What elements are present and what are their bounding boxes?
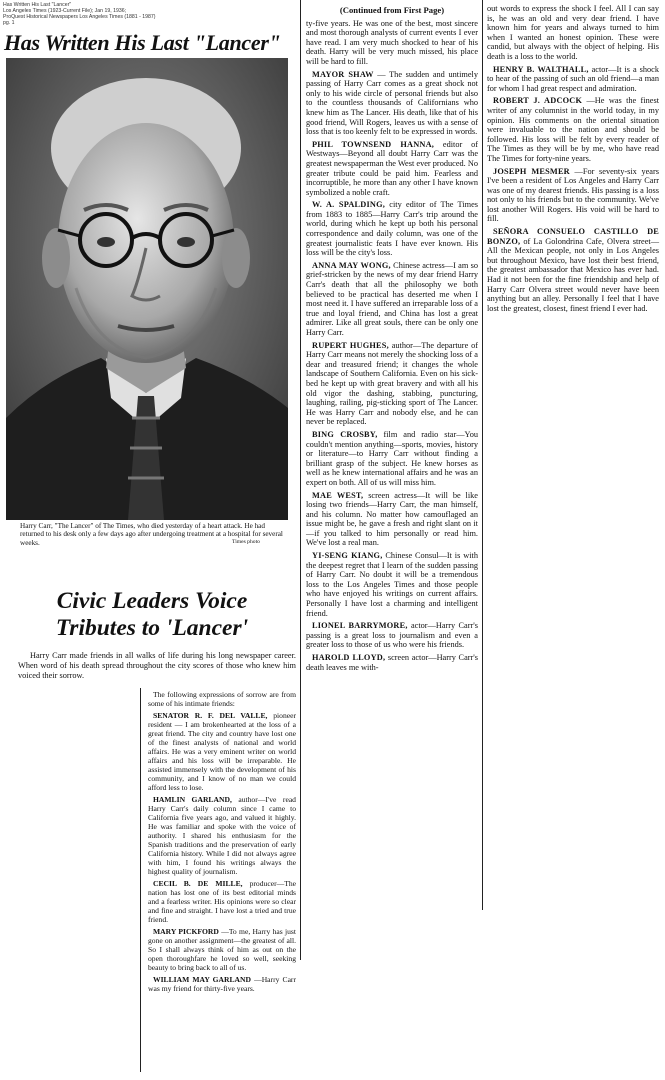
tribute-entry [306,621,478,650]
tribute-text: producer—The nation has lost one of its best editorial minds and a fearless writer. His opinions were so clear and fine and straight. I have lost a tried and true friend. [148,879,296,924]
photo-credit: Times photo [232,539,260,545]
tribute-entry [306,261,478,338]
middle-tribute-column [306,6,478,675]
tribute-text: —Harry Carr was my friend for thirty-five years. [148,975,296,993]
tribute-entry [306,491,478,549]
tribute-text: author—I've read Harry Carr's daily column since I came to California five years ago, and valued it highly. He was familiar and spoke with the voice of authority. I shared his enthusiasm for the Spanish traditions and the preservation of early California history. While I did not always agree with him, I found his writings always the highest quality of journalism. [148,795,296,876]
citation-block [3,2,156,26]
portrait-photo [6,58,288,520]
portrait-illustration [6,58,288,520]
tribute-entry [148,975,296,993]
tributes-headline-line-2: Tributes to 'Lancer' [55,615,249,641]
tribute-entry [148,927,296,972]
tribute-entry [306,551,478,618]
right-column-lead: out words to express the shock I feel. All I can say is, he was an old and very dear friend. I have known him for years and always turned to him when I wanted an honest opinion. These were candid, but always with the object of helping. His death is a loss to the world. [487,4,659,61]
tribute-entry [306,341,478,427]
tribute-name: PHIL TOWNSEND HANNA, [312,139,435,149]
column-rule-right [482,0,483,910]
photo-caption: Harry Carr, "The Lancer" of The Times, who died yesterday of a heart attack. He had returned to his desk only a few days ago after undergoing treatment at a hospital for several weeks. [20,522,283,547]
tribute-entry [487,167,659,225]
tribute-name: W. A. SPALDING, [312,200,386,210]
citation-page: pg. 1 [3,20,15,26]
tribute-text: —For seventy-six years I've been a resident of Los Angeles and Harry Carr was one of my dearest friends. His passing is a loss not only to his friends but to the community. We've lost another Will Rogers. His void will be hard to fill. [487,166,659,224]
tribute-name: ANNA MAY WONG, [312,260,391,270]
tribute-name: SEÑORA CONSUELO CASTILLO DE BONZO, [487,227,659,246]
citation-source: Los Angeles Times (1923-Current File); Jan 19, 1936; [3,8,127,14]
tribute-name: WILLIAM MAY GARLAND [153,975,252,984]
tribute-entry [306,430,478,488]
tribute-name: LIONEL BARRYMORE, [312,621,408,631]
citation-title: Has Written His Last "Lancer" [3,2,72,8]
middle-column-lead: ty-five years. He was one of the best, most sincere and most thorough analysts of current events I ever have read. I am very much shocked to hear of his death. Harry will be very much missed, his place will be hard to fill. [306,18,478,66]
tributes-intro [18,651,296,680]
right-tribute-column [487,4,659,316]
lower-column-lead: The following expressions of sorrow are from some of his intimate friends: [148,690,296,708]
tribute-text: Chinese actress—I am so grief-stricken by the news of my dear friend Harry Carr's death that all the philosophy we both believed to be practical has deserted me when I most need it. I have suffered an irreparable loss of a true and loyal friend, and China has lost a great admirer. Like all great souls, there can be only one Harry Carr. [306,260,478,337]
tribute-name: SENATOR R. F. DEL VALLE, [153,711,268,720]
intro-paragraph: Harry Carr made friends in all walks of life during his long newspaper career. When word of his death spread throughout the city scores of those who knew him voiced their sorrow. [18,651,296,680]
tribute-name: MAE WEST, [312,490,364,500]
tribute-text: — The sudden and untimely passing of Harry Carr comes as a great shock not only to his wide circle of personal friends but also to the countless thousands of Californians who knew him as The Lancer. His death, like that of his good friend, Will Rogers, leaves us with a sense of loss that is too keenly felt to be expressed in words. [306,69,478,137]
tribute-text: actor—Harry Carr's passing is a great loss to journalism and even a greater loss to those of us who were his friends. [306,621,478,650]
tribute-text: screen actress—It will be like losing two friends—Harry Carr, the man himself, and his column. No matter how camouflaged an issue might be, he gave a fresh and right slant on it—if you talked to him personally or read him. We've lost a real man. [306,490,478,548]
tribute-entry [148,795,296,876]
tribute-entry [487,96,659,163]
tribute-text: editor of Westways—Beyond all doubt Harry Carr was the greatest newspaperman the West ever produced. No greater tribute could be paid him. Fearless and incorruptible, he more than any other I have known symbolized a noble craft. [306,139,478,197]
tribute-name: YI-SENG KIANG, [312,551,383,561]
tribute-text: film and radio star—You couldn't mention anything—sports, movies, history or literature—to Harry Carr without finding a brilliant grasp of the subject. He knew horses as well as he knew international affairs and he was an expert on both. All of us will miss him. [306,429,478,487]
column-rule-lower [140,688,141,1072]
continued-label: (Continued from First Page) [339,5,445,15]
tribute-text: city editor of The Times from 1883 to 1885—Harry Carr's trip around the world, during which he kept up both his personal correspondence and daily column, was one of the greatest journalistic feats I have ever known. His loss will be the city's loss. [306,200,478,258]
tribute-entry [487,65,659,94]
article-headline: Has Written His Last "Lancer" [4,30,281,55]
tribute-name: HAROLD LLOYD, [312,653,386,662]
tributes-headline-line-1: Civic Leaders Voice [56,588,248,614]
tribute-entry [148,711,296,792]
tribute-entry [487,227,659,313]
tribute-text: Chinese Consul—It is with the deepest regret that I learn of the sudden passing of Harry Carr. No doubt it will be a tremendous loss to the Los Angeles Times and those people who have enjoyed his writings on current affairs. Personally I have lost a charming and intelligent friend. [306,551,478,618]
tribute-entry [306,140,478,198]
column-rule-left [300,0,301,960]
tribute-text: screen actor—Harry Carr's death leaves me with- [306,653,479,672]
tribute-text: actor—It is a shock to hear of the passing of such an old friend—a man for whom I had great respect and admiration. [487,64,659,93]
tribute-text: author—The departure of Harry Carr means not merely the shocking loss of a dear and treasured friend; it changes the whole landscape of Southern California. Even on his sick-bed he kept up with great bravery and with all his old vigor the dashing, stabbing, puncturing, laughing, railing, pig-sticking sport of The Lancer. He was Harry Carr and nobody else, and he can never be replaced. [306,340,478,427]
tribute-entry [306,70,478,137]
tribute-name: HAMLIN GARLAND, [153,795,232,804]
tribute-name: ROBERT J. ADCOCK [493,96,583,106]
tributes-headline [6,588,298,642]
tribute-name: JOSEPH MESMER [493,166,570,176]
tribute-entry [306,653,478,672]
tribute-name: RUPERT HUGHES, [312,340,389,350]
tribute-name: MAYOR SHAW [312,69,374,79]
tribute-name: BING CROSBY, [312,429,378,439]
lower-tribute-column [148,690,296,996]
tribute-name: HENRY B. WALTHALL, [493,64,589,74]
tribute-entry [148,879,296,924]
citation-database: ProQuest Historical Newspapers Los Angeles Times (1881 - 1987) [3,14,156,20]
tribute-text: —He was the finest writer of any columnist in the world today, in my opinion. His comments on the oriental situation were invaluable to the nation and should be followed. His loss will be felt by every reader of The Times as they will be by me, who have read The Times for forty-nine years. [487,96,659,163]
tribute-entry [306,200,478,258]
tribute-name: CECIL B. DE MILLE, [153,879,243,888]
tribute-text: pioneer resident — I am brokenhearted at the loss of a great friend. The city and country have lost one of the finest analysts of national and world affairs. He was a very eminent writer on world affairs and his loss will be irreparable. He assisted immensely with the development of his community, and I know of no man we could afford less to lose. [148,711,297,792]
tribute-text: —To me, Harry has just gone on another assignment—the greatest of all. So I shall always think of him as out on the open thoroughfare he loved so well, seeking beauty to bring back to all of us. [148,927,296,972]
tribute-name: MARY PICKFORD [153,927,219,936]
tribute-text: of La Golondrina Cafe, Olvera street—All the Mexican people, not only in Los Angeles but throughout Mexico, have lost their best friend, the greatest ambassador that Mexico has ever had. Had it not been for the fine friendship and help of Harry Carr Olvera street would never have been anything but an alley. Personally I feel that I have lost the greatest, closest, finest friend I ever had. [487,236,659,313]
